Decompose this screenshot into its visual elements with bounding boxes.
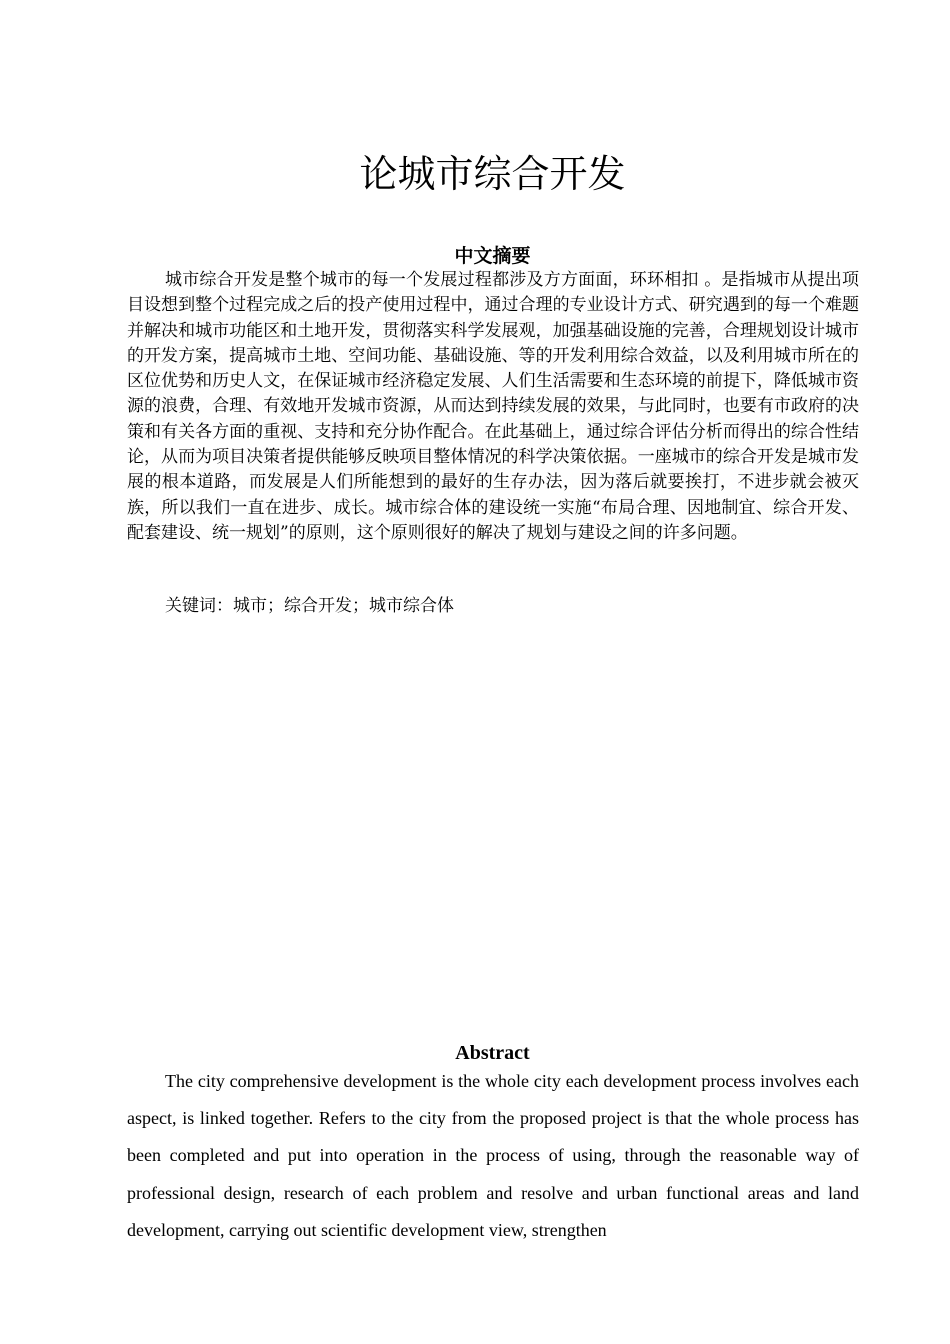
- document-title: 论城市综合开发: [359, 152, 626, 196]
- english-abstract-heading: Abstract: [455, 1042, 530, 1064]
- chinese-keywords: 关键词：城市；综合开发；城市综合体: [165, 596, 454, 616]
- english-abstract-body: The city comprehensive development is the whole city each development process involves each aspect, is linked together. Refers to the city from the proposed project is that the whole process has been completed and put into operation in the process of using, through the reasonable way of professional design, research of each problem and resolve and urban functional areas and land development, carrying out scientific development view, strengthen: [127, 1071, 859, 1240]
- chinese-abstract-body: 城市综合开发是整个城市的每一个发展过程都涉及方方面面，环环相扣 。是指城市从提出项目设想到整个过程完成之后的投产使用过程中，通过合理的专业设计方式、研究遇到的每一个难题并解决和城市功能区和土地开发，贯彻落实科学发展观，加强基础设施的完善，合理规划设计城市的开发方案，提高城市土地、空间功能、基础设施、等的开发利用综合效益，以及利用城市所在的区位优势和历史人文，在保证城市经济稳定发展、人们生活需要和生态环境的前提下，降低城市资源的浪费，合理、有效地开发城市资源，从而达到持续发展的效果，与此同时，也要有市政府的决策和有关各方面的重视、支持和充分协作配合。在此基础上，通过综合评估分析而得出的综合性结论，从而为项目决策者提供能够反映项目整体情况的科学决策依据。一座城市的综合开发是城市发展的根本道路，而发展是人们所能想到的最好的生存办法，因为落后就要挨打，不进步就会被灭族，所以我们一直在进步、成长。城市综合体的建设统一实施“布局合理、因地制宜、综合开发、配套建设、统一规划”的原则，这个原则很好的解决了规划与建设之间的许多问题。: [127, 270, 859, 543]
- chinese-abstract-heading: 中文摘要: [454, 245, 531, 267]
